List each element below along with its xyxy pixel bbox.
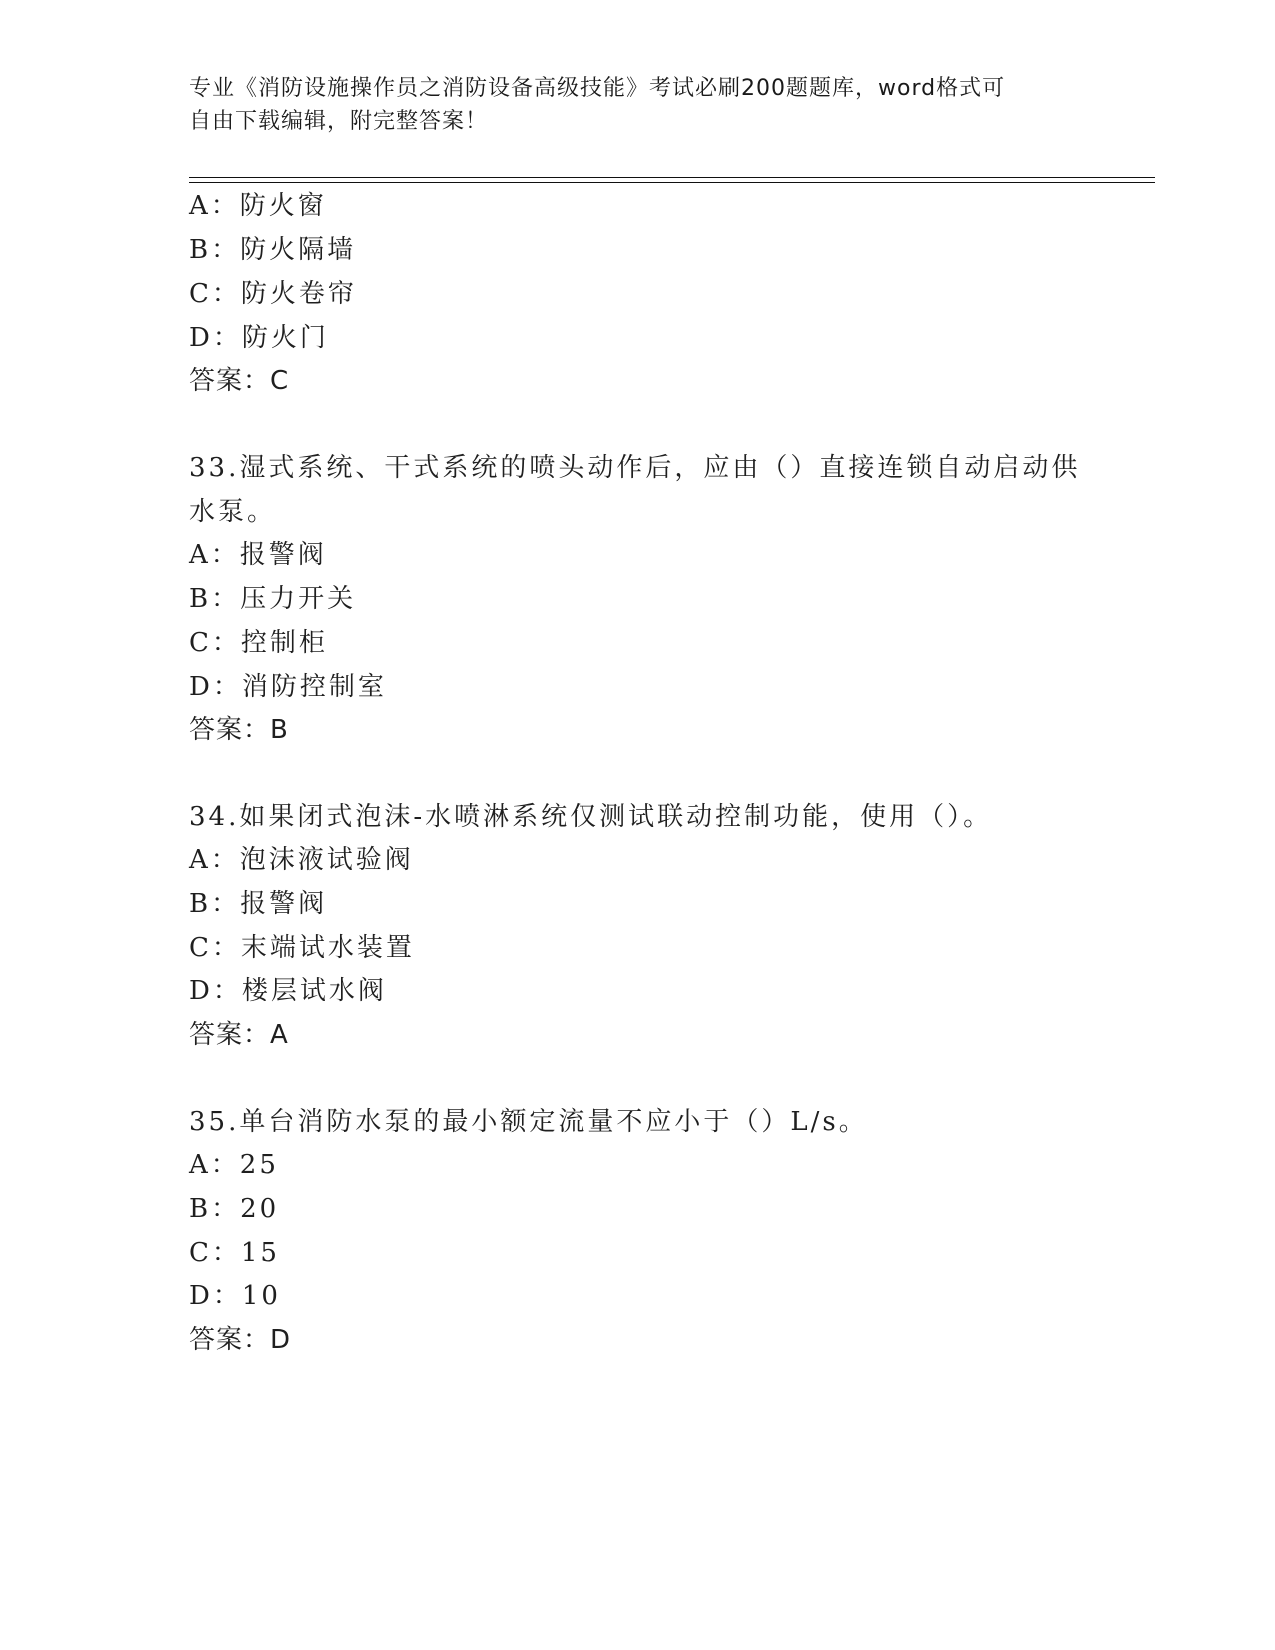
document-header xyxy=(189,72,1069,138)
question-34-option-b: B：报警阀 xyxy=(189,889,328,919)
option-b: B：防火隔墙 xyxy=(189,235,357,265)
question-34-stem-line-1: 34.如果闭式泡沫-水喷淋系统仅测试联动控制功能，使用（）。 xyxy=(189,802,993,832)
question-33-option-c: C：控制柜 xyxy=(189,628,328,658)
question-34-option-d: D：楼层试水阀 xyxy=(189,976,387,1006)
question-33-option-a: A：报警阀 xyxy=(189,540,327,570)
question-33-stem-line-1: 33.湿式系统、干式系统的喷头动作后，应由（）直接连锁自动启动供 xyxy=(189,453,1081,483)
question-35-option-b: B：20 xyxy=(189,1194,280,1224)
question-35-option-a: A：25 xyxy=(189,1150,279,1180)
question-33-option-b: B：压力开关 xyxy=(189,584,357,614)
question-33-stem-line-2: 水泵。 xyxy=(189,497,277,527)
question-35-answer: 答案：D xyxy=(189,1325,292,1355)
question-34-option-c: C：末端试水装置 xyxy=(189,933,415,963)
option-d: D：防火门 xyxy=(189,323,329,353)
header-divider-top xyxy=(189,177,1155,178)
option-a: A：防火窗 xyxy=(189,191,327,221)
question-35-option-d: D：10 xyxy=(189,1281,281,1311)
question-33-option-d: D：消防控制室 xyxy=(189,672,387,702)
option-c: C：防火卷帘 xyxy=(189,279,357,309)
answer-line: 答案：C xyxy=(189,366,290,396)
question-35-option-c: C：15 xyxy=(189,1238,280,1268)
header-divider-bottom xyxy=(189,182,1155,183)
header-line-2: 自由下载编辑，附完整答案！ xyxy=(189,109,489,134)
question-35-stem-line-1: 35.单台消防水泵的最小额定流量不应小于（）L/s。 xyxy=(189,1107,868,1137)
question-34-option-a: A：泡沫液试验阀 xyxy=(189,845,414,875)
question-34-answer: 答案：A xyxy=(189,1020,289,1050)
question-33-answer: 答案：B xyxy=(189,715,289,745)
header-line-1: 专业《消防设施操作员之消防设备高级技能》考试必刷200题题库，word格式可 xyxy=(189,76,1006,101)
